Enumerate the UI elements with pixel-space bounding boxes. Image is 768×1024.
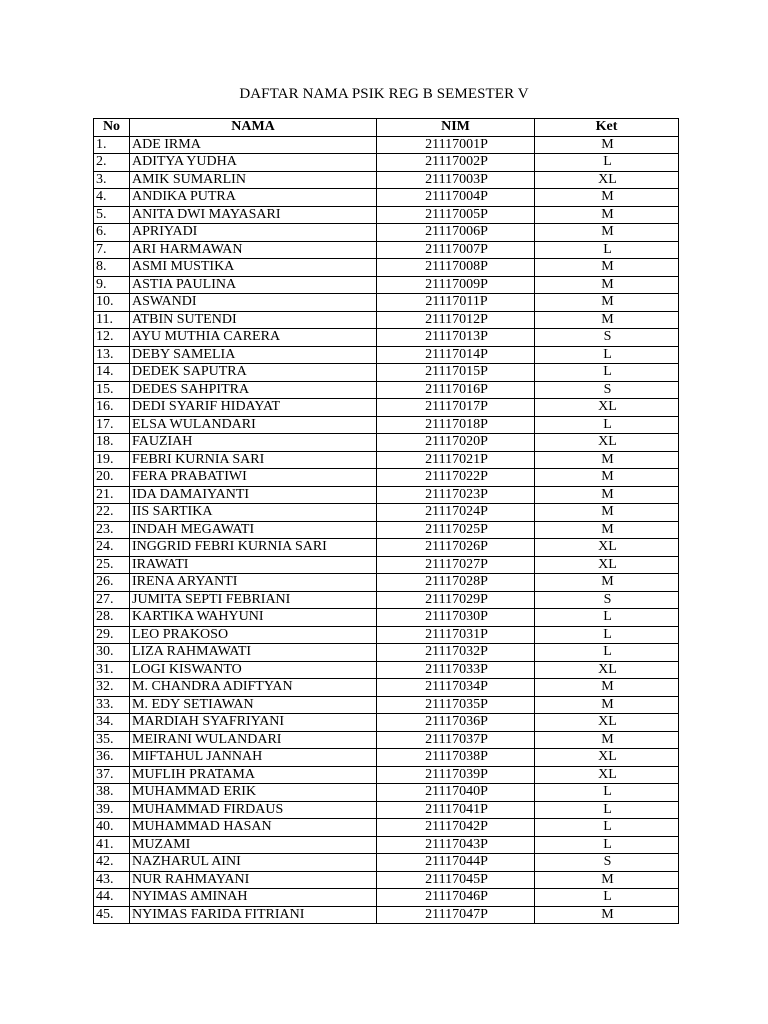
cell-ket: L bbox=[535, 154, 679, 172]
cell-nama: FERA PRABATIWI bbox=[130, 469, 377, 487]
cell-nama: IRAWATI bbox=[130, 556, 377, 574]
cell-no: 16. bbox=[94, 399, 130, 417]
cell-no: 30. bbox=[94, 644, 130, 662]
table-row bbox=[94, 486, 679, 504]
cell-ket: S bbox=[535, 381, 679, 399]
table-row bbox=[94, 591, 679, 609]
cell-nama: INDAH MEGAWATI bbox=[130, 521, 377, 539]
table-row bbox=[94, 556, 679, 574]
cell-ket: M bbox=[535, 259, 679, 277]
cell-nim: 21117043P bbox=[377, 836, 535, 854]
cell-ket: L bbox=[535, 889, 679, 907]
cell-nama: MIFTAHUL JANNAH bbox=[130, 749, 377, 767]
cell-no: 22. bbox=[94, 504, 130, 522]
cell-no: 40. bbox=[94, 819, 130, 837]
cell-nim: 21117017P bbox=[377, 399, 535, 417]
cell-ket: M bbox=[535, 486, 679, 504]
header-ket: Ket bbox=[535, 119, 679, 137]
cell-nim: 21117042P bbox=[377, 819, 535, 837]
cell-no: 18. bbox=[94, 434, 130, 452]
cell-nim: 21117001P bbox=[377, 136, 535, 154]
cell-nama: JUMITA SEPTI FEBRIANI bbox=[130, 591, 377, 609]
cell-no: 33. bbox=[94, 696, 130, 714]
header-no: No bbox=[94, 119, 130, 137]
cell-nama: M. CHANDRA ADIFTYAN bbox=[130, 679, 377, 697]
cell-nama: INGGRID FEBRI KURNIA SARI bbox=[130, 539, 377, 557]
table-row bbox=[94, 574, 679, 592]
cell-no: 45. bbox=[94, 906, 130, 924]
table-row bbox=[94, 784, 679, 802]
table-row bbox=[94, 276, 679, 294]
cell-nama: MUHAMMAD FIRDAUS bbox=[130, 801, 377, 819]
table-row bbox=[94, 154, 679, 172]
cell-nama: ASTIA PAULINA bbox=[130, 276, 377, 294]
cell-no: 14. bbox=[94, 364, 130, 382]
cell-no: 10. bbox=[94, 294, 130, 312]
cell-no: 2. bbox=[94, 154, 130, 172]
cell-ket: XL bbox=[535, 714, 679, 732]
cell-no: 20. bbox=[94, 469, 130, 487]
cell-no: 5. bbox=[94, 206, 130, 224]
table-row bbox=[94, 311, 679, 329]
cell-ket: XL bbox=[535, 434, 679, 452]
cell-nim: 21117020P bbox=[377, 434, 535, 452]
cell-nim: 21117016P bbox=[377, 381, 535, 399]
cell-no: 15. bbox=[94, 381, 130, 399]
table-row bbox=[94, 171, 679, 189]
cell-nim: 21117008P bbox=[377, 259, 535, 277]
table-row bbox=[94, 434, 679, 452]
cell-no: 42. bbox=[94, 854, 130, 872]
table-row bbox=[94, 504, 679, 522]
cell-no: 26. bbox=[94, 574, 130, 592]
table-row bbox=[94, 889, 679, 907]
cell-ket: S bbox=[535, 591, 679, 609]
cell-nim: 21117025P bbox=[377, 521, 535, 539]
cell-ket: M bbox=[535, 731, 679, 749]
cell-nim: 21117024P bbox=[377, 504, 535, 522]
cell-ket: M bbox=[535, 224, 679, 242]
cell-nama: DEDI SYARIF HIDAYAT bbox=[130, 399, 377, 417]
cell-nama: IIS SARTIKA bbox=[130, 504, 377, 522]
cell-nama: NUR RAHMAYANI bbox=[130, 871, 377, 889]
cell-nama: ADE IRMA bbox=[130, 136, 377, 154]
table-row bbox=[94, 766, 679, 784]
cell-no: 44. bbox=[94, 889, 130, 907]
cell-ket: M bbox=[535, 311, 679, 329]
table-row bbox=[94, 189, 679, 207]
table-row bbox=[94, 801, 679, 819]
cell-nama: NAZHARUL AINI bbox=[130, 854, 377, 872]
cell-nim: 21117035P bbox=[377, 696, 535, 714]
cell-ket: L bbox=[535, 346, 679, 364]
cell-nama: MUHAMMAD ERIK bbox=[130, 784, 377, 802]
cell-no: 8. bbox=[94, 259, 130, 277]
cell-nim: 21117027P bbox=[377, 556, 535, 574]
cell-no: 24. bbox=[94, 539, 130, 557]
cell-no: 3. bbox=[94, 171, 130, 189]
cell-no: 35. bbox=[94, 731, 130, 749]
cell-ket: L bbox=[535, 644, 679, 662]
cell-ket: XL bbox=[535, 749, 679, 767]
table-row bbox=[94, 206, 679, 224]
cell-ket: XL bbox=[535, 661, 679, 679]
cell-no: 39. bbox=[94, 801, 130, 819]
cell-nim: 21117036P bbox=[377, 714, 535, 732]
cell-ket: XL bbox=[535, 766, 679, 784]
cell-nim: 21117003P bbox=[377, 171, 535, 189]
cell-no: 6. bbox=[94, 224, 130, 242]
cell-nama: NYIMAS AMINAH bbox=[130, 889, 377, 907]
cell-nama: MUZAMI bbox=[130, 836, 377, 854]
cell-nim: 21117030P bbox=[377, 609, 535, 627]
cell-no: 7. bbox=[94, 241, 130, 259]
cell-nim: 21117041P bbox=[377, 801, 535, 819]
cell-ket: M bbox=[535, 294, 679, 312]
cell-no: 32. bbox=[94, 679, 130, 697]
table-row bbox=[94, 626, 679, 644]
cell-no: 31. bbox=[94, 661, 130, 679]
cell-nim: 21117002P bbox=[377, 154, 535, 172]
cell-ket: M bbox=[535, 276, 679, 294]
table-header bbox=[94, 119, 679, 137]
table-row bbox=[94, 819, 679, 837]
cell-nama: ARI HARMAWAN bbox=[130, 241, 377, 259]
cell-nim: 21117032P bbox=[377, 644, 535, 662]
table-row bbox=[94, 329, 679, 347]
cell-ket: L bbox=[535, 801, 679, 819]
table-row bbox=[94, 854, 679, 872]
cell-nim: 21117011P bbox=[377, 294, 535, 312]
table-row bbox=[94, 346, 679, 364]
cell-ket: L bbox=[535, 416, 679, 434]
cell-no: 29. bbox=[94, 626, 130, 644]
cell-no: 1. bbox=[94, 136, 130, 154]
cell-nama: AYU MUTHIA CARERA bbox=[130, 329, 377, 347]
table-row bbox=[94, 241, 679, 259]
cell-no: 36. bbox=[94, 749, 130, 767]
cell-ket: M bbox=[535, 206, 679, 224]
cell-nim: 21117021P bbox=[377, 451, 535, 469]
table-row bbox=[94, 539, 679, 557]
cell-ket: M bbox=[535, 469, 679, 487]
cell-nim: 21117023P bbox=[377, 486, 535, 504]
cell-ket: M bbox=[535, 871, 679, 889]
cell-nim: 21117006P bbox=[377, 224, 535, 242]
cell-nama: FAUZIAH bbox=[130, 434, 377, 452]
cell-no: 23. bbox=[94, 521, 130, 539]
cell-ket: M bbox=[535, 504, 679, 522]
cell-nim: 21117004P bbox=[377, 189, 535, 207]
table-row bbox=[94, 644, 679, 662]
cell-ket: L bbox=[535, 819, 679, 837]
cell-nim: 21117009P bbox=[377, 276, 535, 294]
cell-no: 25. bbox=[94, 556, 130, 574]
cell-ket: XL bbox=[535, 399, 679, 417]
cell-nama: LOGI KISWANTO bbox=[130, 661, 377, 679]
cell-nim: 21117038P bbox=[377, 749, 535, 767]
cell-ket: XL bbox=[535, 556, 679, 574]
cell-nim: 21117045P bbox=[377, 871, 535, 889]
cell-nama: M. EDY SETIAWAN bbox=[130, 696, 377, 714]
table-row bbox=[94, 451, 679, 469]
cell-nim: 21117039P bbox=[377, 766, 535, 784]
table-row bbox=[94, 714, 679, 732]
cell-no: 43. bbox=[94, 871, 130, 889]
table-row bbox=[94, 294, 679, 312]
table-row bbox=[94, 224, 679, 242]
cell-ket: L bbox=[535, 784, 679, 802]
cell-no: 12. bbox=[94, 329, 130, 347]
cell-nama: ANDIKA PUTRA bbox=[130, 189, 377, 207]
cell-no: 34. bbox=[94, 714, 130, 732]
table-row bbox=[94, 749, 679, 767]
cell-no: 41. bbox=[94, 836, 130, 854]
cell-nim: 21117015P bbox=[377, 364, 535, 382]
table-row bbox=[94, 136, 679, 154]
table-row bbox=[94, 521, 679, 539]
table-row bbox=[94, 364, 679, 382]
cell-nama: APRIYADI bbox=[130, 224, 377, 242]
table-body bbox=[94, 136, 679, 924]
cell-nama: MUFLIH PRATAMA bbox=[130, 766, 377, 784]
table-row bbox=[94, 836, 679, 854]
table-row bbox=[94, 381, 679, 399]
cell-nim: 21117047P bbox=[377, 906, 535, 924]
cell-nama: MARDIAH SYAFRIYANI bbox=[130, 714, 377, 732]
table-row bbox=[94, 679, 679, 697]
cell-nim: 21117028P bbox=[377, 574, 535, 592]
cell-nama: KARTIKA WAHYUNI bbox=[130, 609, 377, 627]
table-row bbox=[94, 731, 679, 749]
cell-no: 27. bbox=[94, 591, 130, 609]
table-row bbox=[94, 416, 679, 434]
cell-nama: IRENA ARYANTI bbox=[130, 574, 377, 592]
cell-ket: M bbox=[535, 906, 679, 924]
cell-nama: FEBRI KURNIA SARI bbox=[130, 451, 377, 469]
cell-ket: XL bbox=[535, 539, 679, 557]
cell-nama: DEDES SAHPITRA bbox=[130, 381, 377, 399]
table-row bbox=[94, 259, 679, 277]
cell-nim: 21117040P bbox=[377, 784, 535, 802]
cell-ket: L bbox=[535, 241, 679, 259]
cell-nim: 21117022P bbox=[377, 469, 535, 487]
cell-nama: MUHAMMAD HASAN bbox=[130, 819, 377, 837]
cell-nim: 21117007P bbox=[377, 241, 535, 259]
cell-no: 21. bbox=[94, 486, 130, 504]
table-row bbox=[94, 906, 679, 924]
table-row bbox=[94, 696, 679, 714]
cell-nim: 21117012P bbox=[377, 311, 535, 329]
cell-nama: ATBIN SUTENDI bbox=[130, 311, 377, 329]
table-row bbox=[94, 399, 679, 417]
cell-no: 4. bbox=[94, 189, 130, 207]
cell-nim: 21117026P bbox=[377, 539, 535, 557]
cell-ket: L bbox=[535, 836, 679, 854]
cell-nama: NYIMAS FARIDA FITRIANI bbox=[130, 906, 377, 924]
cell-nim: 21117034P bbox=[377, 679, 535, 697]
cell-ket: M bbox=[535, 189, 679, 207]
table-row bbox=[94, 871, 679, 889]
table-row bbox=[94, 661, 679, 679]
cell-ket: L bbox=[535, 364, 679, 382]
cell-ket: S bbox=[535, 329, 679, 347]
header-nama: NAMA bbox=[130, 119, 377, 137]
cell-ket: S bbox=[535, 854, 679, 872]
cell-nama: DEBY SAMELIA bbox=[130, 346, 377, 364]
cell-nama: ELSA WULANDARI bbox=[130, 416, 377, 434]
table-row bbox=[94, 609, 679, 627]
cell-ket: M bbox=[535, 521, 679, 539]
cell-nama: DEDEK SAPUTRA bbox=[130, 364, 377, 382]
cell-nim: 21117033P bbox=[377, 661, 535, 679]
table-row bbox=[94, 469, 679, 487]
cell-nama: ASMI MUSTIKA bbox=[130, 259, 377, 277]
cell-ket: L bbox=[535, 626, 679, 644]
cell-nim: 21117005P bbox=[377, 206, 535, 224]
cell-ket: M bbox=[535, 136, 679, 154]
cell-no: 38. bbox=[94, 784, 130, 802]
cell-nim: 21117031P bbox=[377, 626, 535, 644]
cell-ket: M bbox=[535, 696, 679, 714]
cell-nama: ASWANDI bbox=[130, 294, 377, 312]
cell-nim: 21117044P bbox=[377, 854, 535, 872]
student-table bbox=[93, 118, 679, 924]
page-title: DAFTAR NAMA PSIK REG B SEMESTER V bbox=[239, 86, 529, 102]
cell-nim: 21117046P bbox=[377, 889, 535, 907]
cell-nama: LEO PRAKOSO bbox=[130, 626, 377, 644]
cell-no: 13. bbox=[94, 346, 130, 364]
header-row bbox=[94, 119, 679, 137]
cell-ket: M bbox=[535, 451, 679, 469]
cell-no: 11. bbox=[94, 311, 130, 329]
cell-nim: 21117018P bbox=[377, 416, 535, 434]
cell-ket: XL bbox=[535, 171, 679, 189]
cell-no: 19. bbox=[94, 451, 130, 469]
cell-ket: M bbox=[535, 679, 679, 697]
cell-nama: ANITA DWI MAYASARI bbox=[130, 206, 377, 224]
cell-nama: LIZA RAHMAWATI bbox=[130, 644, 377, 662]
cell-nama: MEIRANI WULANDARI bbox=[130, 731, 377, 749]
cell-nim: 21117014P bbox=[377, 346, 535, 364]
cell-nama: AMIK SUMARLIN bbox=[130, 171, 377, 189]
cell-no: 28. bbox=[94, 609, 130, 627]
cell-ket: M bbox=[535, 574, 679, 592]
cell-no: 37. bbox=[94, 766, 130, 784]
header-nim: NIM bbox=[377, 119, 535, 137]
cell-ket: L bbox=[535, 609, 679, 627]
cell-no: 17. bbox=[94, 416, 130, 434]
cell-nim: 21117013P bbox=[377, 329, 535, 347]
cell-nim: 21117037P bbox=[377, 731, 535, 749]
cell-no: 9. bbox=[94, 276, 130, 294]
cell-nama: IDA DAMAIYANTI bbox=[130, 486, 377, 504]
cell-nim: 21117029P bbox=[377, 591, 535, 609]
cell-nama: ADITYA YUDHA bbox=[130, 154, 377, 172]
